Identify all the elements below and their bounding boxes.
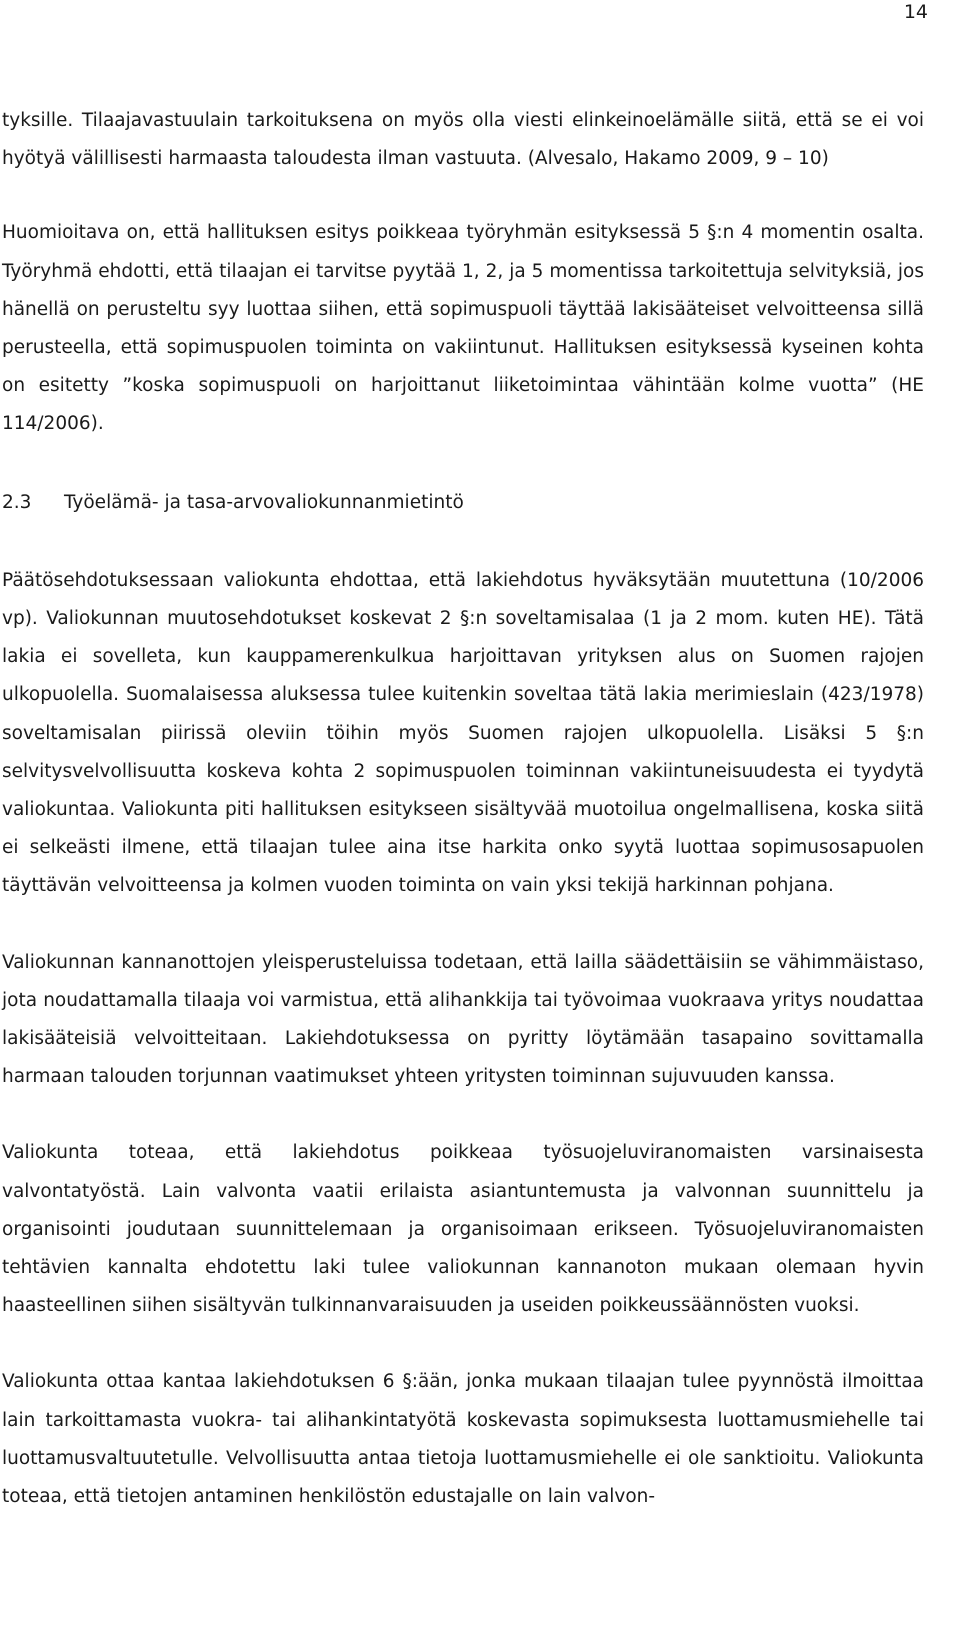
document-body (2, 102, 924, 1516)
paragraph-5: Valiokunta toteaa, että lakiehdotus poikkeaa työsuojeluviranomaisten varsinaisesta valvontatyöstä. Lain valvonta vaatii erilaista asiantuntemusta ja valvonnan suunnittelu ja organisointi joudutaan suunnittelemaan ja organisoimaan erikseen. Työsuojeluviranomaisten tehtävien kannalta ehdotettu laki tulee valiokunnan kannanoton mukaan olemaan hyvin haasteellinen siihen sisältyvän tulkinnanvaraisuuden ja useiden poikkeussäännösten vuoksi. (2, 1142, 924, 1317)
section-heading (2, 484, 924, 522)
paragraph-6: Valiokunta ottaa kantaa lakiehdotuksen 6 §:ään, jonka mukaan tilaajan tulee pyynnöstä ilmoittaa lain tarkoittamasta vuokra- tai alihankintatyötä koskevasta sopimuksesta luottamusmiehelle tai luottamusvaltuutetulle. Velvollisuutta antaa tietoja luottamusmiehelle ei ole sanktioitu. Valiokunta toteaa, että tietojen antaminen henkilöstön edustajalle on lain valvon- (2, 1371, 924, 1508)
paragraph-3: Päätösehdotuksessaan valiokunta ehdottaa, että lakiehdotus hyväksytään muutettuna (10/2006 vp). Valiokunnan muutosehdotukset koskevat 2 §:n soveltamisalaa (1 ja 2 mom. kuten HE). Tätä lakia ei sovelleta, kun kauppamerenkulkua harjoittavan yrityksen alus on Suomen rajojen ulkopuolella. Suomalaisessa aluksessa tulee kuitenkin soveltaa tätä lakia merimieslain (423/1978) soveltamisalan piirissä oleviin töihin myös Suomen rajojen ulkopuolella. Lisäksi 5 §:n selvitysvelvollisuutta koskeva kohta 2 sopimuspuolen toiminnan vakiintuneisuudesta ei tyydytä valiokuntaa. Valiokunta piti hallituksen esitykseen sisältyvää muotoilua ongelmallisena, koska siitä ei selkeästi ilmene, että tilaajan tulee aina itse harkita onko syytä luottaa sopimusosapuolen täyttävän velvoitteensa ja kolmen vuoden toiminta on vain yksi tekijä harkinnan pohjana. (2, 569, 924, 897)
paragraph-4: Valiokunnan kannanottojen yleisperusteluissa todetaan, että lailla säädettäisiin se vähimmäistaso, jota noudattamalla tilaaja voi varmistua, että alihankkija tai työvoimaa vuokraava yritys noudattaa lakisääteisiä velvoitteitaan. Lakiehdotuksessa on pyritty löytämään tasapaino sovittamalla harmaan talouden torjunnan vaatimukset yhteen yritysten toiminnan sujuvuuden kanssa. (2, 951, 924, 1088)
section-title: Työelämä- ja tasa-arvovaliokunnanmietintö (64, 491, 464, 513)
paragraph-1: tyksille. Tilaajavastuulain tarkoituksena on myös olla viesti elinkeinoelämälle siitä, että se ei voi hyötyä välillisesti harmaasta taloudesta ilman vastuuta. (Alvesalo, Hakamo 2009, 9 – 10) (2, 110, 924, 170)
section-number: 2.3 (2, 491, 32, 513)
paragraph-2: Huomioitava on, että hallituksen esitys poikkeaa työryhmän esityksessä 5 §:n 4 momentin osalta. Työryhmä ehdotti, että tilaajan ei tarvitse pyytää 1, 2, ja 5 momentissa tarkoitettuja selvityksiä, jos hänellä on perusteltu syy luottaa siihen, että sopimuspuoli täyttää lakisääteiset velvoitteensa sillä perusteella, että sopimuspuolen toiminta on vakiintunut. Hallituksen esityksessä kyseinen kohta on esitetty ”koska sopimuspuoli on harjoittanut liiketoimintaa vähintään kolme vuotta” (HE 114/2006). (2, 222, 924, 435)
page-number: 14 (903, 1, 928, 23)
